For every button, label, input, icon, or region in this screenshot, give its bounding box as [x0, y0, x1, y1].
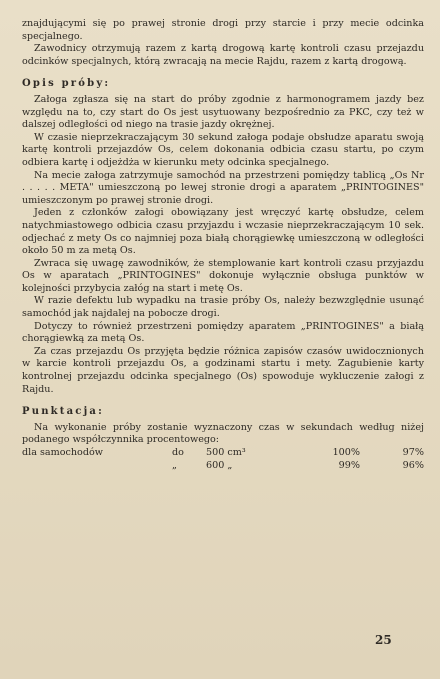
paragraph-9: Dotyczy to również przestrzeni pomiędzy aparatem „PRINTOGINES" a białą chorągiewką za metą Os.	[22, 320, 424, 345]
rate-row	[22, 460, 424, 473]
paragraph-4: W czasie nieprzekraczającym 30 sekund załoga podaje obsłudze aparatu swoją kartę kontroli przejazdów Os, celem dokonania odbicia czasu startu, po czym odbiera kartę i odjeżdża w kierunku mety odcinka specjalnego.	[22, 131, 424, 168]
rates-table	[22, 447, 424, 472]
page-number: 25	[375, 633, 392, 647]
paragraph-3: Załoga zgłasza się na start do próby zgodnie z harmonogramem jazdy bez względu na to, czy start do Os jest usytuowany bezpośrednio za PKC, czy też w dalszej odległości od niego na trasie jazdy okrężnej.	[22, 93, 424, 131]
paragraph-2: Zawodnicy otrzymują razem z kartą drogową kartę kontroli czasu przejazdu odcinków specjalnych, którą zwracają na mecie Rajdu, razem z kartą drogową.	[22, 43, 424, 67]
rate-percent: 99%	[338, 459, 360, 471]
paragraph-7: Zwraca się uwagę zawodników, że stemplowanie kart kontroli czasu przyjazdu Os w aparatach „PRINTOGINES" dokonuje wyłącznie obsługa punktów w kolejności przybycia załóg na start i metę Os.	[22, 257, 424, 294]
rate-operator: do	[172, 447, 184, 458]
rate-label	[22, 460, 172, 473]
heading-opis-proby: Opis próby:	[22, 78, 111, 90]
rate-row	[22, 447, 424, 460]
paragraph-5: Na mecie załoga zatrzymuje samochód na przestrzeni pomiędzy tablicą „Os Nr . . . . . META" umieszczoną po lewej stronie drogi a aparatem „PRINTOGINES" umieszczonym po prawej stronie drogi.	[22, 169, 424, 206]
rate-percent: 100%	[332, 447, 360, 458]
rate-percent-2: 96%	[402, 459, 424, 471]
paragraph-11: Na wykonanie próby zostanie wyznaczony czas w sekundach według niżej podanego współczynnika procentowego:	[22, 421, 424, 446]
rate-label: dla samochodów	[22, 447, 103, 458]
rate-operator: „	[172, 459, 177, 471]
rate-capacity: 600 „	[206, 459, 233, 471]
paragraph-1: znajdującymi się po prawej stronie drogi przy starcie i przy mecie odcinka specjalnego.	[22, 18, 424, 42]
paragraph-6: Jeden z członków załogi obowiązany jest wręczyć kartę obsłudze, celem natychmiastowego odbicia czasu przyjazdu i wczasie nieprzekraczającym 10 sek. odjechać z mety Os co najmniej poza białą chorągiewkę umieszczoną w odległości około 50 m za metą Os.	[22, 207, 424, 257]
paragraph-8: W razie defektu lub wypadku na trasie próby Os, należy bezwzględnie usunąć samochód jak najdalej na pobocze drogi.	[22, 295, 424, 320]
rate-percent-2: 97%	[402, 447, 424, 458]
page-content	[22, 18, 424, 472]
heading-punktacja: Punktacja:	[22, 406, 104, 418]
rate-capacity: 500 cm³	[206, 447, 246, 458]
paragraph-10: Za czas przejazdu Os przyjęta będzie różnica zapisów czasów uwidocznionych w karcie kontroli przejazdu Os, a godzinami startu i mety. Zagubienie karty kontrolnej przejazdu odcinka specjalnego (Os) spowoduje wykluczenie załogi z Rajdu.	[22, 345, 424, 395]
